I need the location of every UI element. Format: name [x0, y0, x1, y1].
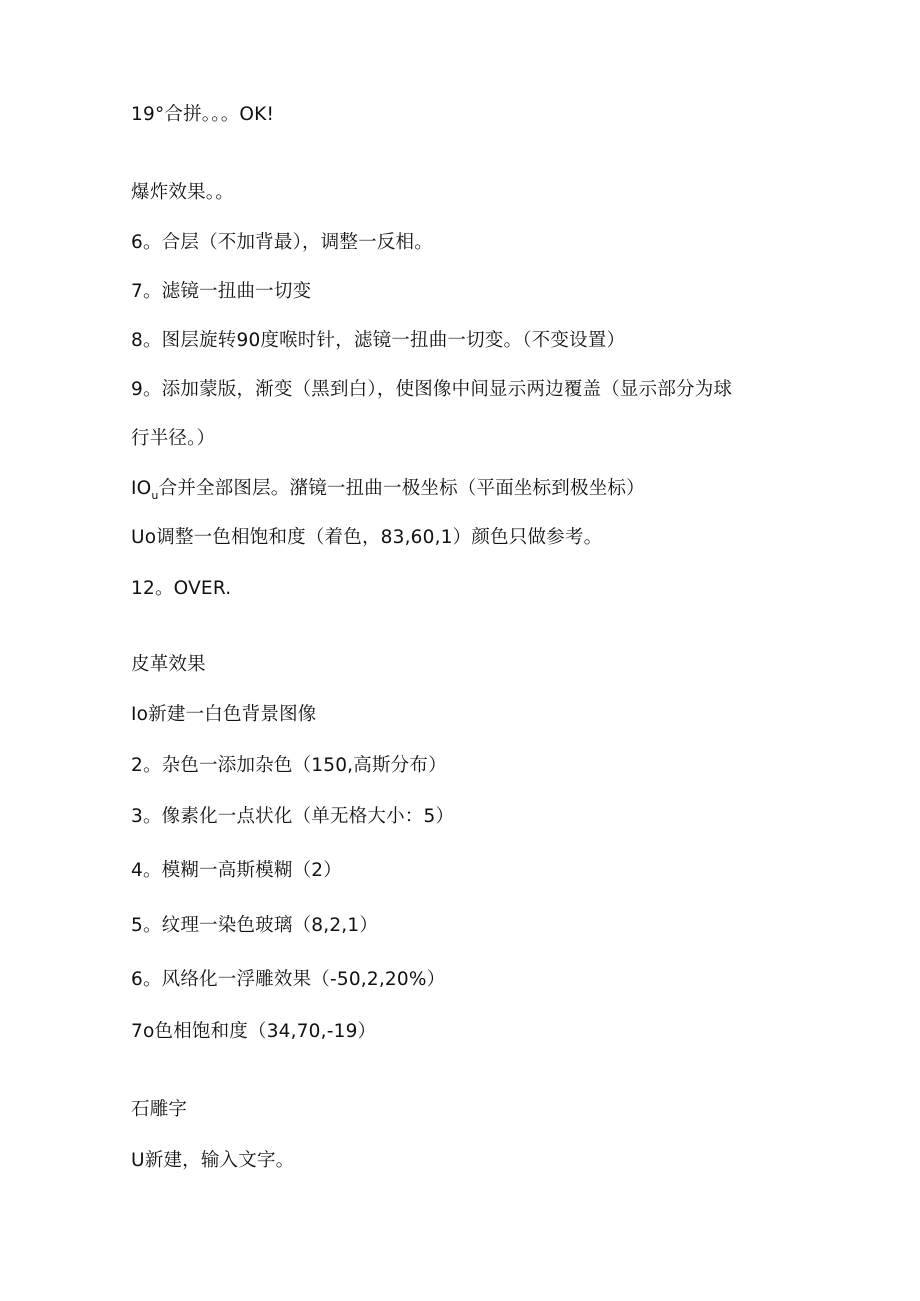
text-line: 4。模糊一高斯模糊（2）: [131, 860, 342, 881]
text-line: 7o色相饱和度（34,70,-19）: [131, 1021, 377, 1042]
text-line: 6。合层（不加背最），调整一反相。: [131, 232, 433, 253]
text-line-body: 合并全部图层。潴镜一扭曲一极坐标（平面坐标到极坐标）: [158, 478, 645, 499]
text-line: Io新建一白色背景图像: [131, 704, 317, 725]
text-line: 5。纹理一染色玻璃（8,2,1）: [131, 915, 379, 936]
text-line: 6。风络化一浮雕效果（-50,2,20%）: [131, 969, 446, 990]
text-line: Uo调整一色相饱和度（着色，83,60,1）颜色只做参考。: [131, 527, 603, 548]
text-line: 8。图层旋转90度喉时针，滤镜一扭曲一切变。（不变设置）: [131, 330, 626, 351]
section-heading: 石雕字: [131, 1099, 188, 1120]
text-line: [131, 476, 645, 509]
text-line: 3。像素化一点状化（单无格大小：5）: [131, 806, 455, 827]
text-line: 9。添加蒙版，渐变（黑到白），使图像中间显示两边覆盖（显示部分为球: [131, 379, 733, 400]
step-number: IO: [131, 478, 152, 499]
text-line: U新建，输入文字。: [131, 1150, 295, 1171]
text-line: 2。杂色一添加杂色（150,高斯分布）: [131, 755, 447, 776]
step-number-subscript: u: [151, 489, 159, 502]
text-line: 12。OVER.: [131, 578, 232, 599]
section-heading: 皮革效果: [131, 654, 206, 675]
section-heading: 爆炸效果。。: [131, 182, 234, 203]
text-line: 7。滤镜一扭曲一切变: [131, 281, 312, 302]
text-line: 行半径。）: [131, 428, 216, 449]
text-line: 19°合拼。。。OK!: [131, 104, 275, 125]
